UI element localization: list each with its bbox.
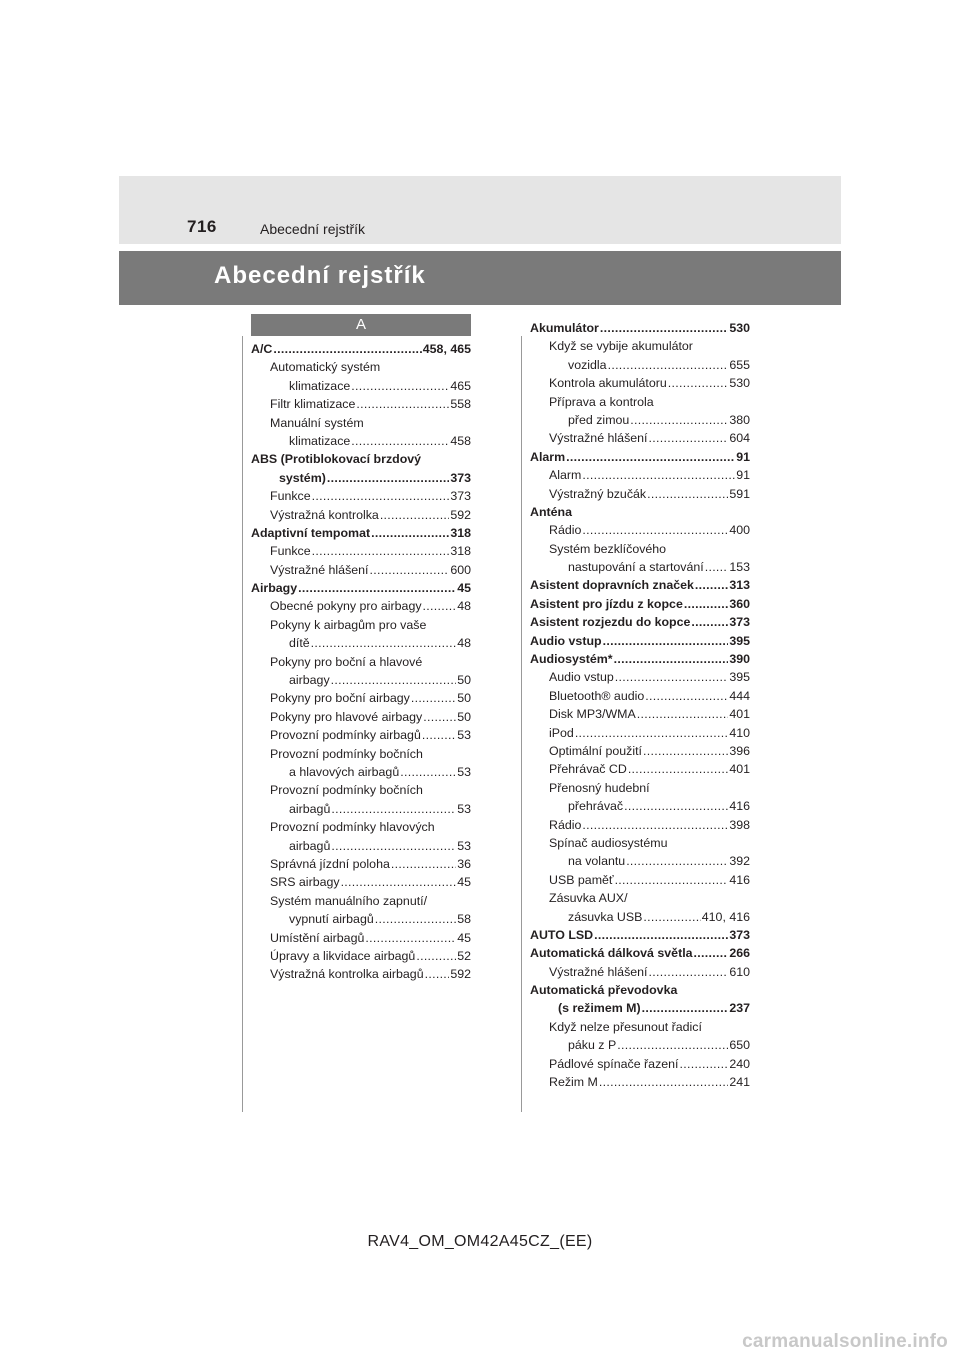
index-entry xyxy=(530,963,750,981)
index-entry-term: A/C xyxy=(251,342,273,356)
index-entry xyxy=(251,818,471,836)
index-entry xyxy=(530,1036,750,1054)
index-entry-term: na volantu xyxy=(568,854,626,869)
index-entry xyxy=(530,668,750,686)
index-entry-page: 530 xyxy=(729,321,750,335)
dot-leader xyxy=(273,340,421,358)
index-entry-term: vypnutí airbagů xyxy=(289,912,374,927)
index-entry xyxy=(251,542,471,560)
index-entry-page: 392 xyxy=(729,854,750,869)
index-entry-term: Alarm xyxy=(549,468,582,483)
dot-leader xyxy=(341,873,457,891)
dot-leader xyxy=(356,395,449,413)
index-entry-term: Funkce xyxy=(270,489,311,504)
index-entry-term: před zimou xyxy=(568,412,630,427)
index-entry-term: Provozní podmínky bočních xyxy=(270,746,423,761)
dot-leader xyxy=(312,487,450,505)
dot-leader xyxy=(626,852,728,870)
index-entry-term: airbagů xyxy=(289,801,331,816)
index-entry-page: 45 xyxy=(457,875,471,890)
dot-leader xyxy=(582,816,728,834)
index-entry-term: Alarm xyxy=(530,449,566,464)
dot-leader xyxy=(582,521,728,539)
index-entry-page: 380 xyxy=(729,412,750,427)
dot-leader xyxy=(351,377,449,395)
index-entry-page: 50 xyxy=(457,709,471,724)
index-entry xyxy=(251,579,471,597)
index-entry-term: Pokyny pro hlavové airbagy xyxy=(270,709,423,724)
index-entry-term: ABS (Protiblokovací brzdový xyxy=(251,452,422,467)
index-entry-term: Manuální systém xyxy=(270,415,364,430)
title-bar xyxy=(119,251,841,305)
index-entry-page: 318 xyxy=(450,525,471,540)
index-entry-term: Automatický systém xyxy=(270,360,381,375)
index-entry-term: Umístění airbagů xyxy=(270,930,365,945)
dot-leader xyxy=(637,705,729,723)
index-entry-page: 530 xyxy=(729,376,750,391)
dot-leader xyxy=(370,561,450,579)
index-entry xyxy=(530,779,750,797)
index-entry-page: 153 xyxy=(729,560,750,575)
index-entry xyxy=(251,910,471,928)
index-entry-term: AUTO LSD xyxy=(530,927,594,942)
dot-leader xyxy=(400,763,456,781)
index-entry xyxy=(530,944,750,962)
index-entry xyxy=(251,469,471,487)
dot-leader xyxy=(615,871,729,889)
index-entry-term: Kontrola akumulátoru xyxy=(549,376,667,391)
index-entry xyxy=(530,760,750,778)
index-entry-term: Disk MP3/WMA xyxy=(549,707,636,722)
index-entry-page: 240 xyxy=(729,1056,750,1071)
dot-leader xyxy=(684,595,728,613)
watermark: carmanualsonline.info xyxy=(742,1331,948,1352)
index-entry-page: 237 xyxy=(729,1001,750,1016)
index-entry-page: 600 xyxy=(450,562,471,577)
index-entry-page: 50 xyxy=(457,691,471,706)
index-entry xyxy=(251,616,471,634)
index-entry xyxy=(530,411,750,429)
index-entry-page: 52 xyxy=(457,948,471,963)
index-entry xyxy=(530,908,750,926)
index-entry-term: klimatizace xyxy=(289,433,351,448)
index-entry xyxy=(530,742,750,760)
index-entry xyxy=(251,358,471,376)
index-entry-page: 398 xyxy=(729,817,750,832)
index-entry-term: Asistent rozjezdu do kopce xyxy=(530,615,691,630)
index-entry-page: 91 xyxy=(736,449,750,464)
index-entry xyxy=(530,613,750,631)
dot-leader xyxy=(643,908,700,926)
index-entry xyxy=(530,797,750,815)
index-entry xyxy=(530,356,750,374)
dot-leader xyxy=(312,542,450,560)
index-entry-page: 604 xyxy=(729,431,750,446)
index-entry-term: Výstražné hlášení xyxy=(549,964,648,979)
dot-leader xyxy=(615,668,729,686)
document-code: RAV4_OM_OM42A45CZ_(EE) xyxy=(367,1233,593,1250)
index-entry-term: Provozní podmínky bočních xyxy=(270,783,423,798)
index-entry xyxy=(530,576,750,594)
dot-leader xyxy=(705,558,729,576)
index-entry-page: 373 xyxy=(729,615,750,630)
index-entry xyxy=(530,521,750,539)
index-entry xyxy=(530,724,750,742)
dot-leader xyxy=(391,855,456,873)
index-entry-page: 650 xyxy=(729,1038,750,1053)
index-entry-page: 48 xyxy=(457,636,471,651)
index-entry xyxy=(251,432,471,450)
index-entry-term: Úpravy a likvidace airbagů xyxy=(270,948,416,963)
index-entry-term: dítě xyxy=(289,636,310,651)
dot-leader xyxy=(582,466,735,484)
dot-leader xyxy=(371,524,449,542)
index-entry xyxy=(530,889,750,907)
index-entry xyxy=(251,781,471,799)
index-entry-page: 45 xyxy=(457,930,471,945)
dot-leader xyxy=(423,597,457,615)
dot-leader xyxy=(599,1073,728,1091)
index-entry xyxy=(530,1055,750,1073)
index-entry xyxy=(530,926,750,944)
index-entry-term: Přenosný hudební xyxy=(549,780,650,795)
index-entry-term: Když nelze přesunout řadicí xyxy=(549,1019,702,1034)
index-entry-page: 360 xyxy=(729,596,750,611)
index-entry-term: a hlavových airbagů xyxy=(289,764,400,779)
index-entry xyxy=(251,708,471,726)
index-entry-term: Automatická dálková světla xyxy=(530,946,693,961)
index-entry-page: 410 xyxy=(729,725,750,740)
index-entry-term: klimatizace xyxy=(289,378,351,393)
index-entry-page: 444 xyxy=(729,688,750,703)
index-entry-term: Výstražný bzučák xyxy=(549,486,647,501)
index-entry xyxy=(530,632,750,650)
dot-leader xyxy=(630,411,728,429)
index-entry-term: Pokyny pro boční a hlavové xyxy=(270,654,423,669)
index-entry xyxy=(530,999,750,1017)
index-entry-page: 592 xyxy=(450,967,471,982)
dot-leader xyxy=(422,726,456,744)
index-entry-term: Přehrávač CD xyxy=(549,762,627,777)
index-entry-term: Rádio xyxy=(549,817,582,832)
dot-leader xyxy=(411,689,456,707)
index-entry-page: 416 xyxy=(729,872,750,887)
column-divider-left xyxy=(242,336,243,1112)
index-entry xyxy=(530,687,750,705)
index-entry-term: Airbagy xyxy=(251,581,298,596)
index-entry-term: iPod xyxy=(549,725,574,740)
dot-leader xyxy=(691,613,728,631)
dot-leader xyxy=(311,634,457,652)
index-entry xyxy=(251,524,471,542)
dot-leader xyxy=(365,929,456,947)
index-entry xyxy=(251,965,471,983)
dot-leader xyxy=(695,576,728,594)
index-entry-page: 36 xyxy=(457,856,471,871)
index-entry-term: Audio vstup xyxy=(530,633,602,648)
index-entry xyxy=(530,981,750,999)
index-entry-term: Obecné pokyny pro airbagy xyxy=(270,599,422,614)
index-entry-term: Rádio xyxy=(549,523,582,538)
index-entry xyxy=(251,929,471,947)
index-entry-term: Audiosystém* xyxy=(530,652,613,667)
index-entry-page: 401 xyxy=(729,707,750,722)
dot-leader xyxy=(327,469,449,487)
index-entry xyxy=(530,650,750,668)
index-entry-page: 53 xyxy=(457,728,471,743)
index-entry xyxy=(530,871,750,889)
index-entry xyxy=(251,689,471,707)
dot-leader xyxy=(375,910,456,928)
index-entry-term: Adaptivní tempomat xyxy=(251,525,371,540)
index-entry-page: 45 xyxy=(457,581,471,596)
index-entry-page: 396 xyxy=(729,743,750,758)
dot-leader xyxy=(649,429,729,447)
dot-leader xyxy=(642,999,729,1017)
dot-leader xyxy=(628,760,729,778)
index-entry-term: Akumulátor xyxy=(530,321,599,335)
index-entry-term: Pokyny k airbagům pro vaše xyxy=(270,617,427,632)
index-entry xyxy=(530,466,750,484)
index-entry xyxy=(251,837,471,855)
index-entry-page: 591 xyxy=(729,486,750,501)
dot-leader xyxy=(425,965,450,983)
dot-leader xyxy=(614,650,729,668)
index-entry-term: Když se vybije akumulátor xyxy=(549,339,693,354)
index-entry xyxy=(251,726,471,744)
index-entry-term: vozidla xyxy=(568,357,607,372)
dot-leader xyxy=(575,724,729,742)
index-entry-page: 58 xyxy=(457,912,471,927)
index-entry-term: přehrávač xyxy=(568,799,624,814)
index-entry xyxy=(251,745,471,763)
dot-leader xyxy=(680,1055,729,1073)
index-entry xyxy=(251,671,471,689)
index-entry xyxy=(251,634,471,652)
index-entry-term: Funkce xyxy=(270,544,311,559)
page-number: 716 xyxy=(187,217,217,236)
dot-leader xyxy=(643,742,728,760)
index-entry xyxy=(530,429,750,447)
index-entry xyxy=(251,947,471,965)
index-entry-term: airbagů xyxy=(289,838,331,853)
index-entry-page: 318 xyxy=(450,544,471,559)
section-letter-header: A xyxy=(251,314,471,336)
index-entry xyxy=(251,561,471,579)
index-entry-page: 53 xyxy=(457,801,471,816)
index-entry xyxy=(530,1073,750,1091)
index-entry-term: Pádlové spínače řazení xyxy=(549,1056,679,1071)
dot-leader xyxy=(331,671,457,689)
index-entry-page: 655 xyxy=(729,357,750,372)
index-entry-page: 313 xyxy=(729,578,750,593)
dot-leader xyxy=(566,448,735,466)
index-entry-term: Pokyny pro boční airbagy xyxy=(270,691,410,706)
index-entry-term: zásuvka USB xyxy=(568,909,643,924)
index-entry-term: (s režimem M) xyxy=(558,1001,641,1016)
index-entry xyxy=(530,448,750,466)
index-entry xyxy=(530,374,750,392)
index-entry xyxy=(251,873,471,891)
dot-leader xyxy=(694,944,729,962)
index-entry-page: 395 xyxy=(729,633,750,648)
index-entry-term: Příprava a kontrola xyxy=(549,394,654,409)
index-entry xyxy=(251,414,471,432)
dot-leader xyxy=(331,837,456,855)
index-entry xyxy=(530,705,750,723)
index-entry xyxy=(530,319,750,337)
index-entry-page: 373 xyxy=(450,489,471,504)
dot-leader xyxy=(624,797,728,815)
page-title: Abecední rejstřík xyxy=(214,262,426,289)
index-entry-term: Zásuvka AUX/ xyxy=(549,891,628,906)
dot-leader xyxy=(331,800,456,818)
index-entry-page: 416 xyxy=(729,799,750,814)
index-entry xyxy=(251,395,471,413)
index-entry-term: Anténa xyxy=(530,504,572,519)
index-entry xyxy=(251,597,471,615)
index-entry-term: Výstražná kontrolka airbagů xyxy=(270,967,424,982)
index-entry-page: 400 xyxy=(729,523,750,538)
dot-leader xyxy=(416,947,456,965)
index-entry xyxy=(251,855,471,873)
index-entry xyxy=(251,763,471,781)
dot-leader xyxy=(668,374,729,392)
dot-leader xyxy=(594,926,728,944)
index-entry-term: Optimální použití xyxy=(549,743,642,758)
index-entry-page: 53 xyxy=(457,838,471,853)
index-entry-term: Automatická převodovka xyxy=(530,983,678,998)
dot-leader xyxy=(600,319,728,337)
index-entry xyxy=(530,816,750,834)
index-entry-term: Filtr klimatizace xyxy=(270,397,356,412)
index-entry xyxy=(251,450,471,468)
index-entry-term: Asistent pro jízdu z kopce xyxy=(530,596,683,611)
index-entry-page: 610 xyxy=(729,964,750,979)
index-entry-term: Bluetooth® audio xyxy=(549,688,645,703)
index-entry-term: Výstražné hlášení xyxy=(549,431,648,446)
index-entry xyxy=(251,653,471,671)
index-entry-term: Asistent dopravních značek xyxy=(530,578,694,593)
index-entry-term: Systém bezklíčového xyxy=(549,541,667,556)
index-entry-term: Provozní podmínky hlavových xyxy=(270,820,435,835)
index-entry xyxy=(530,393,750,411)
dot-leader xyxy=(351,432,449,450)
dot-leader xyxy=(645,687,728,705)
index-entry xyxy=(530,558,750,576)
index-entry-term: Spínač audiosystému xyxy=(549,835,668,850)
index-entry-page: 410, 416 xyxy=(701,909,750,924)
dot-leader xyxy=(380,506,450,524)
index-column-right xyxy=(530,319,750,1091)
index-entry-term: Výstražné hlášení xyxy=(270,562,369,577)
index-entry-term: Audio vstup xyxy=(549,670,614,685)
index-entry-page: 458, 465 xyxy=(422,342,471,356)
column-divider-middle xyxy=(521,336,522,1112)
index-entry xyxy=(530,852,750,870)
index-entry xyxy=(530,337,750,355)
index-entry-term: SRS airbagy xyxy=(270,875,340,890)
dot-leader xyxy=(423,708,456,726)
index-entry-page: 48 xyxy=(457,599,471,614)
index-entry-page: 373 xyxy=(729,927,750,942)
index-entry-term: Výstražná kontrolka xyxy=(270,507,379,522)
index-entry-term: páku z P xyxy=(568,1038,617,1053)
index-entry xyxy=(251,377,471,395)
index-entry-page: 558 xyxy=(450,397,471,412)
header-band xyxy=(119,176,841,244)
index-entry xyxy=(530,540,750,558)
index-entry-term: Režim M xyxy=(549,1075,598,1090)
index-entry xyxy=(530,595,750,613)
index-column-left xyxy=(251,340,471,984)
index-entry-term: Provozní podmínky airbagů xyxy=(270,728,421,743)
index-entry-page: 592 xyxy=(450,507,471,522)
index-entry-term: Správná jízdní poloha xyxy=(270,856,390,871)
index-entry-page: 91 xyxy=(736,468,750,483)
index-entry xyxy=(530,1018,750,1036)
dot-leader xyxy=(617,1036,728,1054)
index-entry xyxy=(251,800,471,818)
index-entry-page: 373 xyxy=(450,470,471,485)
dot-leader xyxy=(647,485,728,503)
index-entry-term: Systém manuálního zapnutí/ xyxy=(270,893,428,908)
index-entry xyxy=(251,892,471,910)
index-entry-page: 50 xyxy=(457,673,471,688)
index-entry-page: 395 xyxy=(729,670,750,685)
index-entry-page: 401 xyxy=(729,762,750,777)
index-entry xyxy=(251,506,471,524)
running-title: Abecední rejstřík xyxy=(260,221,366,237)
dot-leader xyxy=(603,632,729,650)
index-entry-page: 390 xyxy=(729,652,750,667)
index-entry xyxy=(530,485,750,503)
index-entry xyxy=(251,340,471,358)
dot-leader xyxy=(298,579,456,597)
index-entry-page: 458 xyxy=(450,433,471,448)
index-entry-term: airbagy xyxy=(289,673,330,688)
index-entry-page: 241 xyxy=(729,1075,750,1090)
dot-leader xyxy=(608,356,729,374)
index-entry xyxy=(530,834,750,852)
index-entry-term: USB paměť xyxy=(549,872,614,887)
index-entry-term: nastupování a startování xyxy=(568,560,704,575)
index-entry-page: 465 xyxy=(450,378,471,393)
index-entry xyxy=(251,487,471,505)
dot-leader xyxy=(649,963,729,981)
index-entry-page: 53 xyxy=(457,764,471,779)
index-entry-term: systém) xyxy=(279,470,326,485)
index-entry xyxy=(530,503,750,521)
index-entry-page: 266 xyxy=(729,946,750,961)
